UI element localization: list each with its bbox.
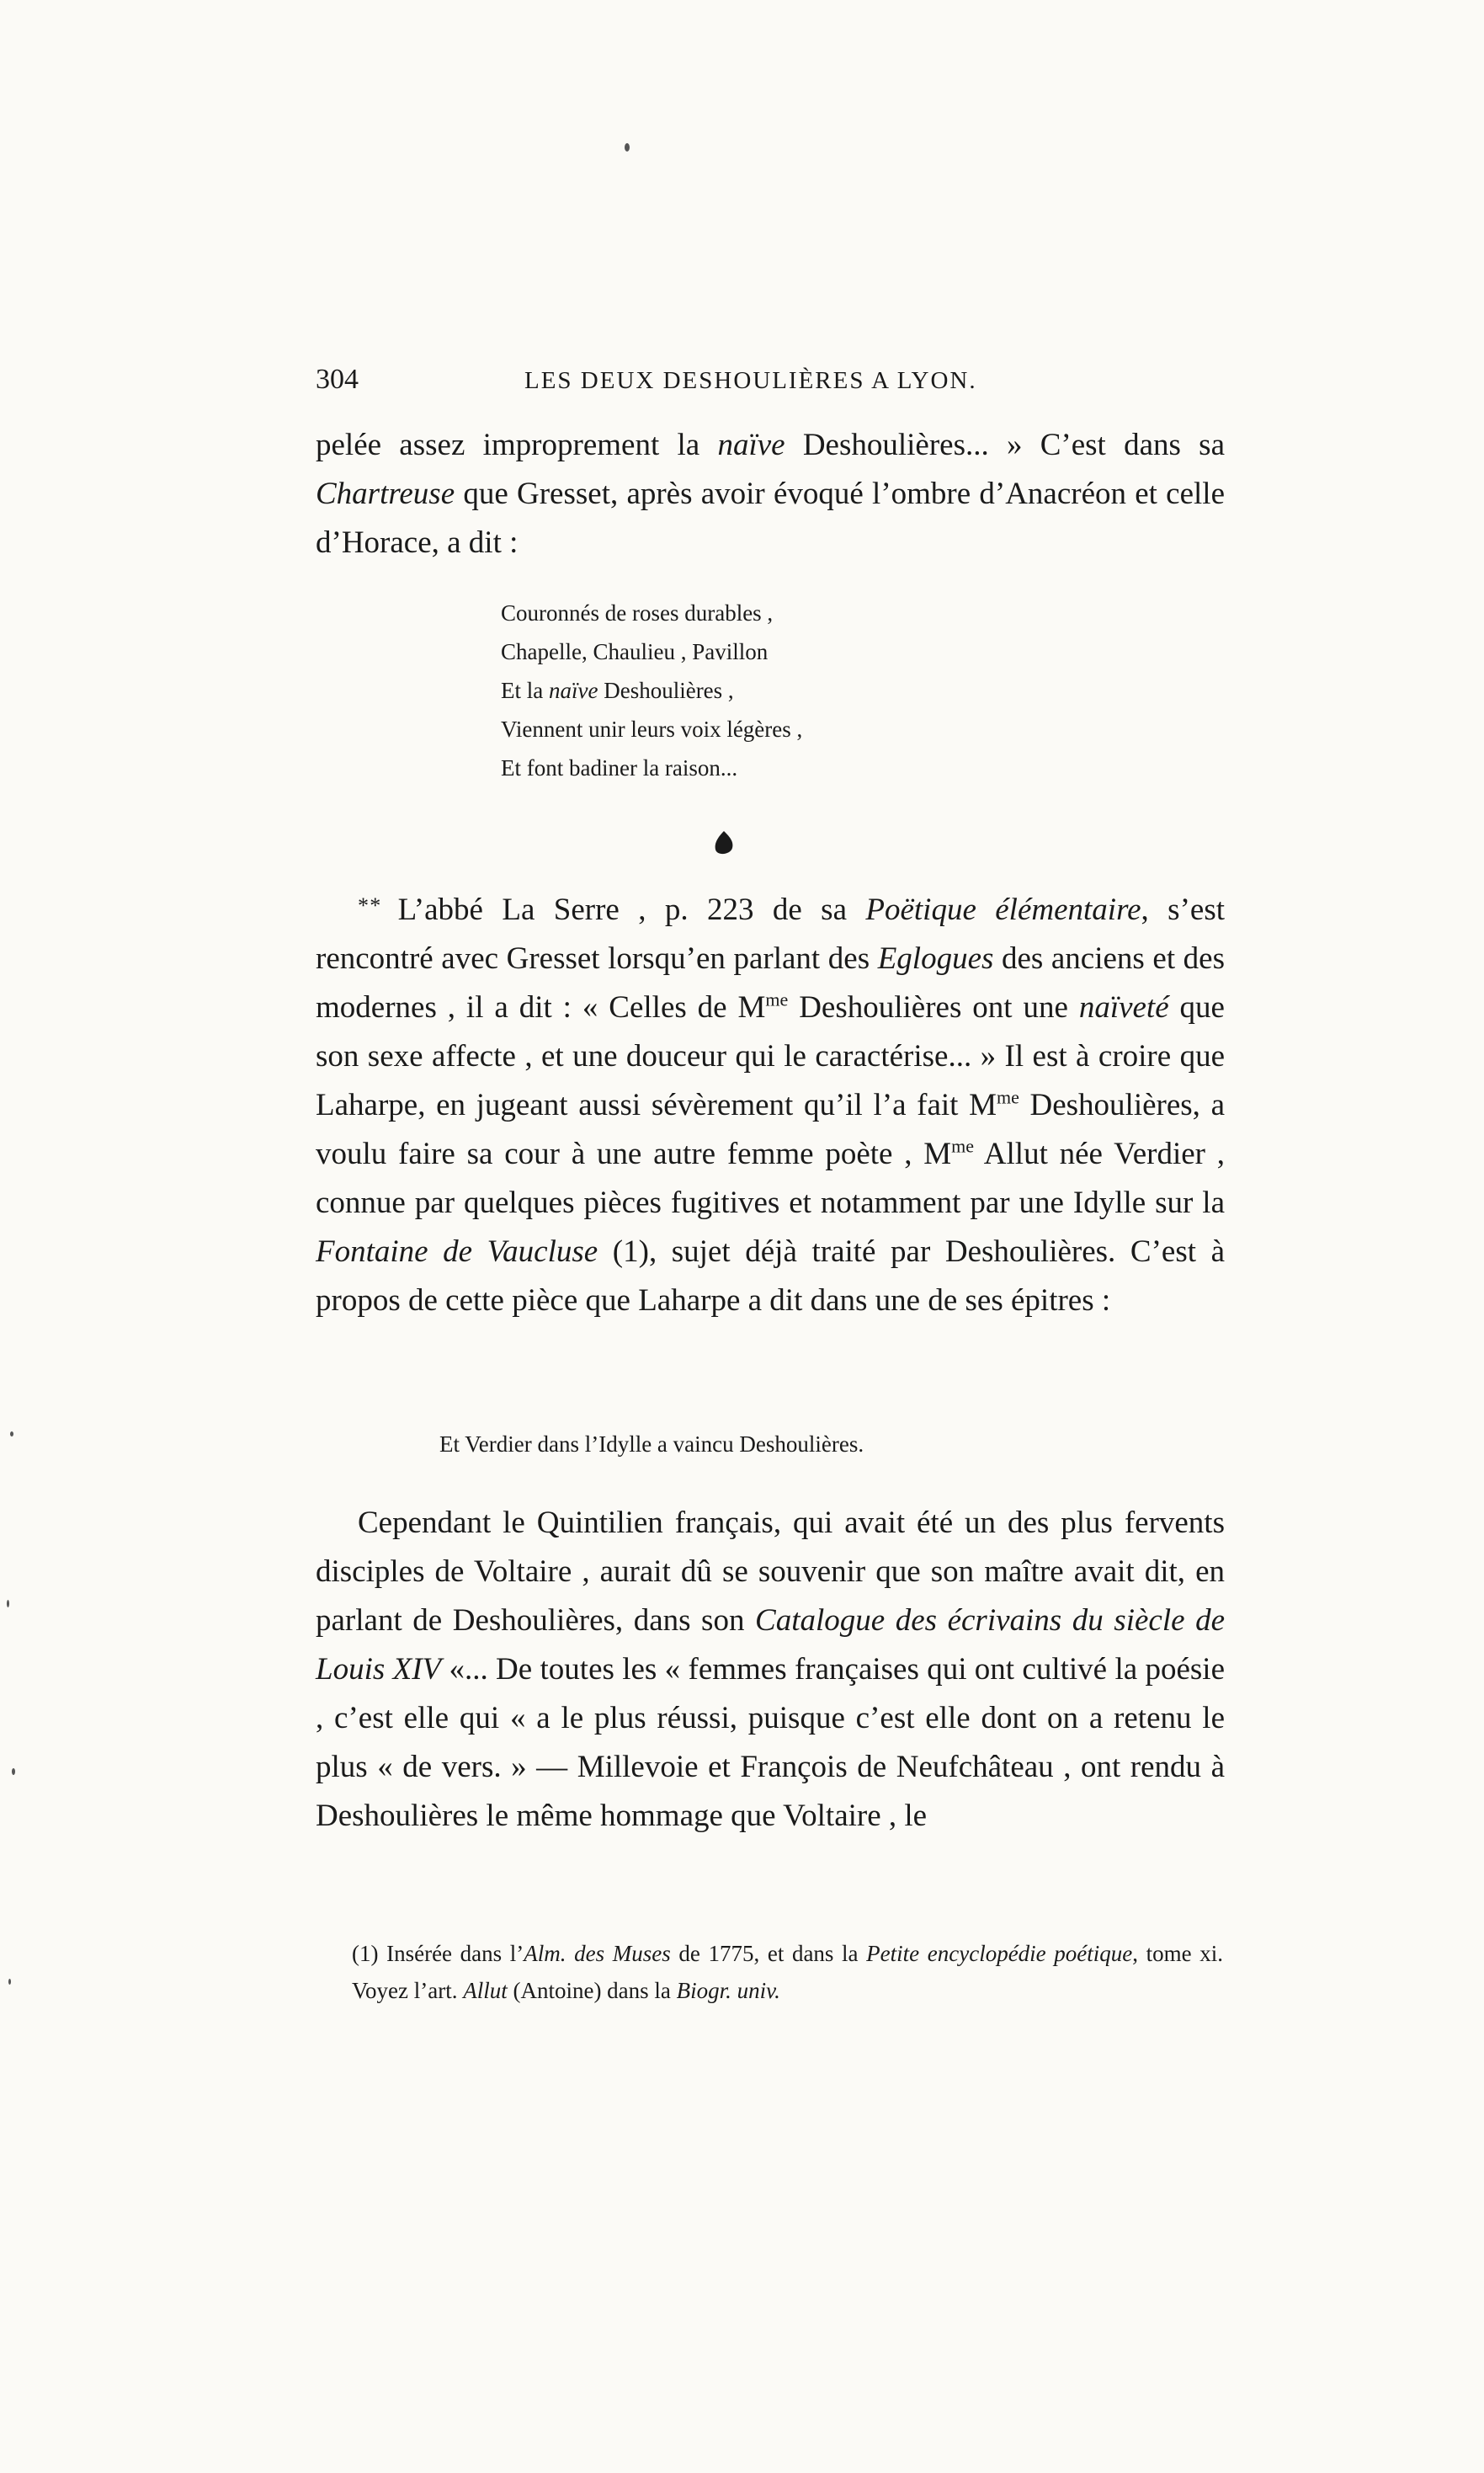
footnote <box>352 1935 1223 2009</box>
p2-italic-poetique: Poëtique élémentaire <box>865 893 1141 927</box>
scan-speck <box>12 1768 15 1775</box>
verse-line-4: Viennent unir leurs voix légères , <box>501 717 803 742</box>
verse-line-5: Et font badiner la raison... <box>501 755 738 781</box>
running-title: LES DEUX DESHOULIÈRES A LYON. <box>524 367 977 394</box>
p2-text-e: des anciens et des modernes , il a dit : « Celles de M <box>316 941 1225 1025</box>
p2-italic-eglogues: Eglogues <box>877 941 994 976</box>
ornament-icon <box>712 829 736 858</box>
paragraph-3 <box>316 1499 1225 1841</box>
footnote-text-e: , tome xi. Voyez l’art. <box>352 1941 1223 2003</box>
footnote-italic-encyclopedie: Petite encyclopédie poétique <box>866 1941 1133 1966</box>
p2-text-j: Allut née Verdier , connue par quelques pièces fugitives et notamment par une Idylle sur la <box>316 1137 1225 1220</box>
verse-line-3 <box>501 671 802 710</box>
p1-text-c: Deshoulières... » C’est dans sa <box>785 428 1225 462</box>
p1-italic-chartreuse: Chartreuse <box>316 477 455 511</box>
page-number: 304 <box>316 364 359 395</box>
p2-text-a: L’abbé La Serre , p. 223 de sa <box>379 893 866 927</box>
scan-speck <box>10 1431 13 1436</box>
footnote-italic-allut: Allut <box>463 1978 508 2003</box>
asterism-mark: * * <box>358 893 380 918</box>
footnote-italic-alm: Alm. des Muses <box>524 1941 671 1966</box>
p2-italic-fontaine: Fontaine de Vaucluse <box>316 1234 598 1269</box>
p2-text-l: (1), sujet déjà traité par Deshoulières. C’est à propos de cette pièce que Laharpe a dit dans une de ses épitres : <box>316 1234 1226 1318</box>
footnote-text-a: (1) Insérée dans l’ <box>352 1941 524 1966</box>
p2-sup-2: me <box>996 1086 1019 1108</box>
verse-line-1: Couronnés de roses durables , <box>501 600 774 626</box>
p3-italic-catalogue: Catalogue des écrivains du siècle de Louis XIV <box>316 1603 1225 1687</box>
p3-text-a: Cependant le Quintilien français, qui avait été un des plus fervents disciples de Voltaire , aurait dû se souvenir que son maître avait dit, en parlant de Deshoulières, dans son <box>316 1506 1225 1638</box>
verse-line-3-italic: naïve <box>548 678 598 703</box>
verse-line-3-c: Deshoulières , <box>598 678 734 703</box>
footnote-text-g: (Antoine) dans la <box>507 1978 677 2003</box>
footnote-italic-biogr: Biogr. univ. <box>676 1978 780 2003</box>
p2-text-h: que son sexe affecte , et une douceur qui le caractérise... » Il est à croire que Laharpe, en jugeant aussi sévèrement qu’il l’a fait M <box>316 990 1225 1122</box>
verse-quotation <box>501 594 802 787</box>
scan-speck <box>625 143 630 152</box>
p2-text-i: Deshoulières, a voulu faire sa cour à une autre femme poète , M <box>316 1088 1225 1171</box>
p2-sup-1: me <box>765 989 789 1010</box>
verse-line-3-a: Et la <box>501 678 549 703</box>
footnote-text-c: de 1775, et dans la <box>670 1941 867 1966</box>
verse-quote-verdier: Et Verdier dans l’Idylle a vaincu Deshoulières. <box>439 1431 864 1457</box>
p2-text-c: , s’est rencontré avec Gresset lorsqu’en parlant des <box>316 893 1226 976</box>
verse-line-2: Chapelle, Chaulieu , Pavillon <box>501 639 769 664</box>
p1-italic-naive: naïve <box>717 428 785 462</box>
p1-text-a: pelée assez improprement la <box>316 428 718 462</box>
paragraph-2 <box>316 882 1225 1325</box>
paragraph-1 <box>316 421 1225 568</box>
scan-speck <box>8 1979 11 1985</box>
p2-italic-naivete: naïveté <box>1078 990 1169 1025</box>
p3-text-c: «... De toutes les « femmes françaises qui ont cultivé la poésie , c’est elle qui « a le plus réussi, puisque c’est elle dont on a retenu le plus « de vers. » — Millevoie et François de Neufchâteau , ont rendu à Deshoulières le même hommage que Voltaire , le <box>316 1652 1225 1833</box>
page-header <box>316 364 1225 404</box>
scan-speck <box>7 1600 9 1607</box>
p2-text-f: Deshoulières ont une <box>788 990 1079 1025</box>
p2-sup-3: me <box>951 1135 975 1157</box>
p1-text-e: que Gresset, après avoir évoqué l’ombre d’Anacréon et celle d’Horace, a dit : <box>316 477 1225 560</box>
